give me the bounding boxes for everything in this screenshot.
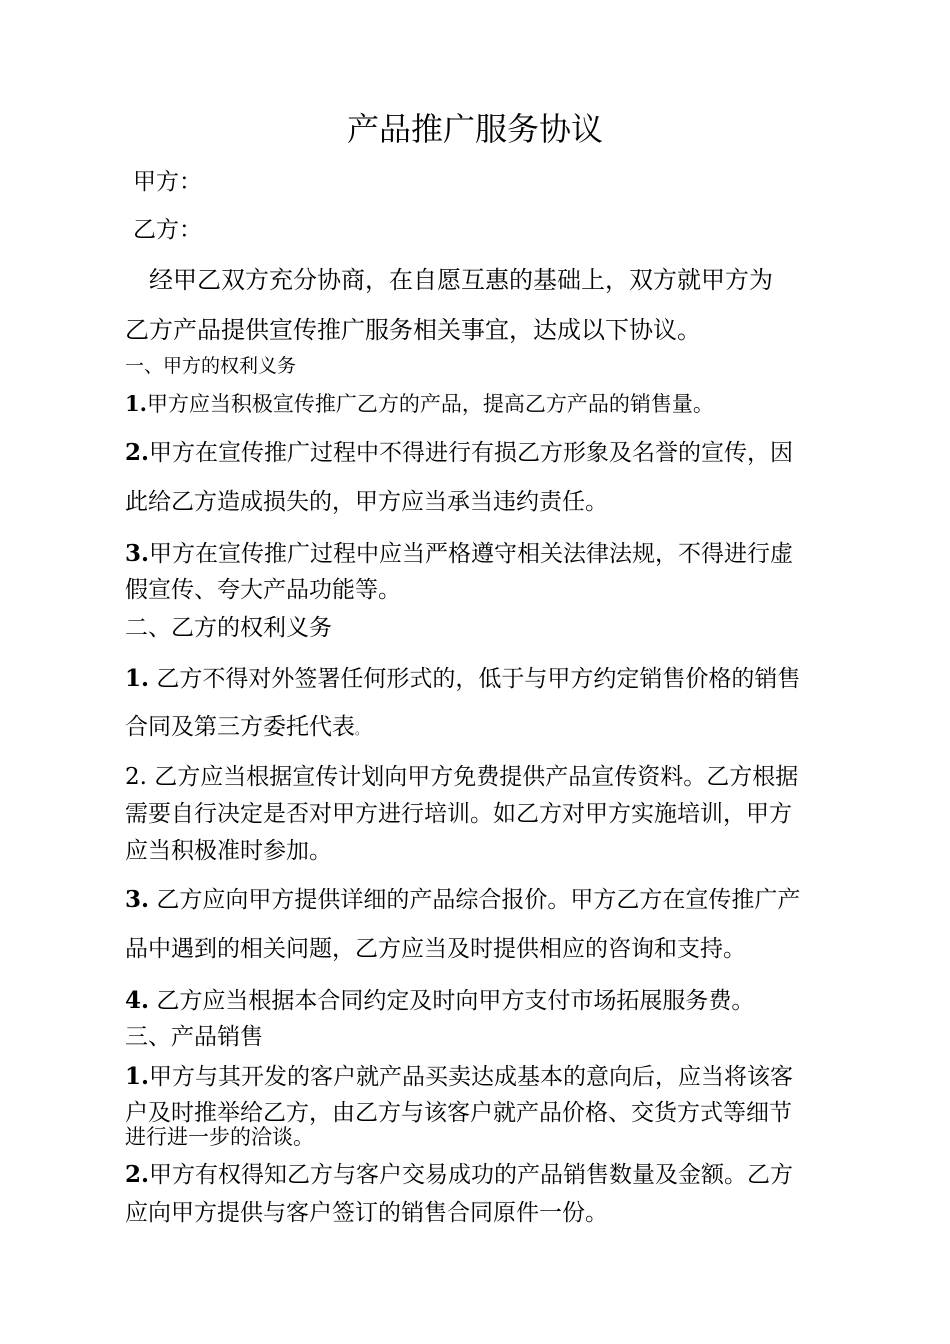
item-number: 3.	[125, 886, 150, 913]
item-text: 甲方有权得知乙方与客户交易成功的产品销售数量及金额。乙方	[149, 1162, 794, 1188]
preamble-line-2: 乙方产品提供宣传推广服务相关事宜，达成以下协议。	[125, 316, 701, 344]
section-3-item-1-line-3: 进行进一步的洽谈。	[125, 1125, 314, 1149]
section-2-item-2	[125, 766, 798, 789]
section-1-item-1	[125, 393, 714, 415]
item-number: 3.	[125, 540, 150, 567]
item-number: 2.	[125, 439, 150, 466]
item-text: 乙方不得对外签署任何形式的，低于与甲方约定销售价格的销售	[149, 666, 801, 692]
section-3-item-2	[125, 1163, 793, 1187]
section-1-item-2-line-2: 此给乙方造成损失的，甲方应当承当违约责任。	[125, 489, 608, 515]
section-3-item-1-line-2: 户及时推举给乙方，由乙方与该客户就产品价格、交货方式等细节	[125, 1100, 792, 1126]
section-1-item-3	[125, 542, 793, 566]
item-text: 甲方应当积极宣传推广乙方的产品，提高乙方产品的销售量。	[146, 392, 714, 416]
section-2-item-3-line-2: 品中遇到的相关问题，乙方应当及时提供相应的咨询和支持。	[125, 936, 746, 962]
section-2-item-2-line-3: 应当积极准时参加。	[125, 838, 332, 864]
trailing-mark: 。	[355, 723, 368, 737]
section-3-item-1	[125, 1065, 793, 1089]
section-2-item-4	[125, 989, 754, 1013]
item-number: 4.	[125, 987, 150, 1014]
item-number: 2.	[125, 764, 147, 790]
item-text: 甲方与其开发的客户就产品买卖达成基本的意向后，应当将该客	[149, 1064, 794, 1090]
section-2-item-1	[125, 667, 800, 691]
party-b-label: 乙方：	[133, 217, 202, 243]
item-text: 甲方在宣传推广过程中不得进行有损乙方形象及名誉的宣传，因	[149, 440, 794, 466]
item-number: 1.	[125, 665, 150, 692]
section-3-heading: 三、产品销售	[125, 1024, 263, 1050]
section-1-item-2	[125, 441, 793, 465]
section-2-item-2-line-2: 需要自行决定是否对甲方进行培训。如乙方对甲方实施培训，甲方	[125, 801, 792, 827]
item-text: 乙方应向甲方提供详细的产品综合报价。甲方乙方在宣传推广产	[149, 887, 801, 913]
item-text: 乙方应当根据本合同约定及时向甲方支付市场拓展服务费。	[149, 988, 755, 1014]
section-1-heading: 一、甲方的权利义务	[125, 355, 297, 377]
item-text: 合同及第三方委托代表	[125, 714, 355, 740]
item-text: 乙方应当根据宣传计划向甲方免费提供产品宣传资料。乙方根据	[146, 764, 799, 790]
section-3-item-2-line-2: 应向甲方提供与客户签订的销售合同原件一份。	[125, 1200, 608, 1226]
section-2-item-3	[125, 888, 800, 912]
item-text: 甲方在宣传推广过程中应当严格遵守相关法律法规，不得进行虚	[149, 541, 794, 567]
item-number: 2.	[125, 1161, 150, 1188]
section-2-item-1-line-2	[125, 716, 367, 739]
item-number: 1.	[125, 391, 147, 416]
section-1-item-3-line-2: 假宣传、夸大产品功能等。	[125, 577, 401, 603]
section-2-heading: 二、乙方的权利义务	[125, 615, 332, 641]
preamble-line-1: 经甲乙双方充分协商，在自愿互惠的基础上，双方就甲方为	[149, 266, 773, 294]
party-a-label: 甲方：	[133, 169, 202, 195]
document-title: 产品推广服务协议	[346, 110, 603, 148]
item-number: 1.	[125, 1063, 150, 1090]
